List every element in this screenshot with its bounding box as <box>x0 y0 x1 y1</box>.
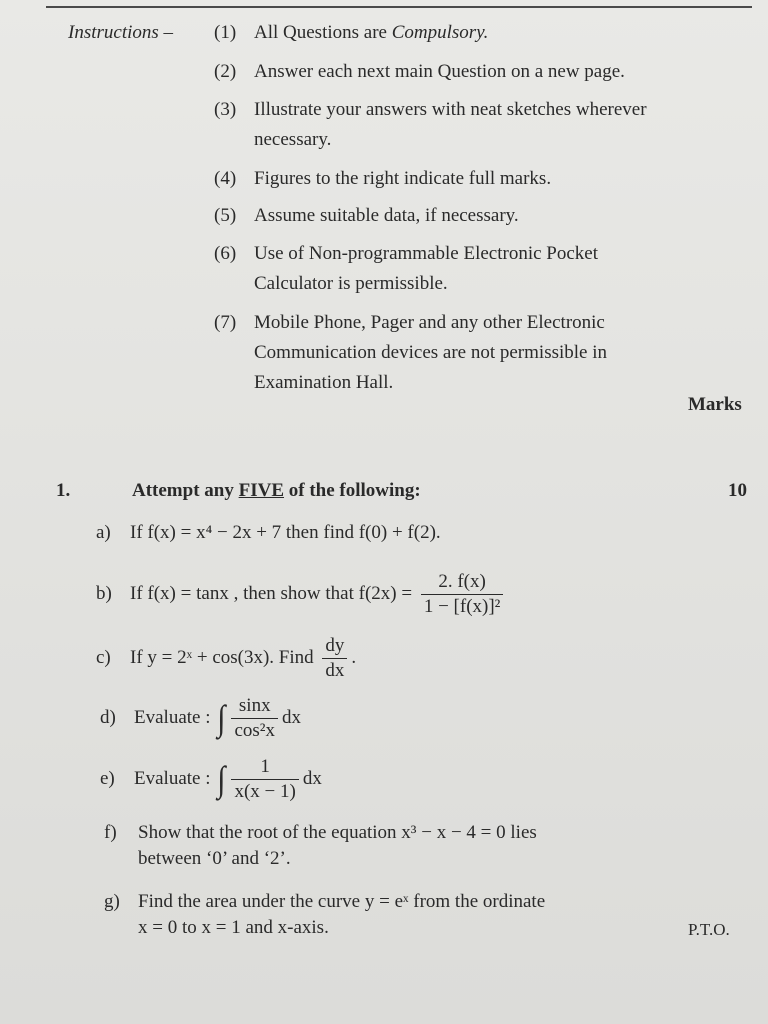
fraction-denominator: dx <box>325 660 345 681</box>
subquestion-text: Find the area under the curve y = eˣ from the ordinate <box>138 891 546 912</box>
subquestion-text: If f(x) = tanx , then show that f(2x) = <box>130 582 413 604</box>
integral-sign: ∫ <box>217 698 226 738</box>
instruction-item-6 <box>214 239 674 299</box>
question-title: Attempt any FIVE of the following: <box>132 480 421 501</box>
instruction-item-5 <box>214 201 714 231</box>
fraction-denominator: x(x − 1) <box>234 781 296 802</box>
instruction-item-3 <box>214 95 714 155</box>
subquestion-label: b) <box>96 582 112 604</box>
fraction-numerator: 2. f(x) <box>421 570 504 595</box>
subquestion-label: d) <box>100 706 116 728</box>
fraction <box>421 570 504 619</box>
instruction-text: Use of Non-programmable Electronic Pocket Calculator is permissible. <box>254 243 598 294</box>
marks-heading: Marks <box>688 394 742 415</box>
fraction-numerator: dy <box>322 634 347 659</box>
subquestion-label: a) <box>96 522 111 543</box>
instruction-text: Answer each next main Question on a new page. <box>254 61 625 82</box>
subquestion-text: Evaluate : <box>134 706 211 728</box>
instruction-number: (2) <box>214 61 237 82</box>
question-title-emphasis: FIVE <box>238 480 285 501</box>
subquestion-text: between ‘0’ and ‘2’. <box>138 848 291 869</box>
fraction <box>231 755 298 804</box>
question-marks: 10 <box>728 480 747 501</box>
instruction-item-7 <box>214 308 679 398</box>
integral-sign: ∫ <box>217 759 226 799</box>
instruction-text: Mobile Phone, Pager and any other Electronic Communication devices are not permissible in Examination Hall. <box>254 312 608 393</box>
instruction-italic: Compulsory. <box>391 22 489 43</box>
subquestion-e: e) Evaluate : ∫ $\frac{1}{x(x - 1)}$ dx <box>100 756 322 802</box>
subquestion-c: c) If y = 2ˣ + cos(3x). Find $\frac{dy}{dx}$ . <box>96 635 357 681</box>
instruction-number: (3) <box>214 99 237 120</box>
subquestion-label: e) <box>100 767 115 789</box>
instruction-text: All Questions are <box>254 22 392 43</box>
subquestion-f <box>104 820 537 872</box>
fraction-denominator: 1 − [f(x)]² <box>423 596 501 617</box>
subquestion-text: Show that the root of the equation x³ − x − 4 = 0 lies <box>138 822 537 843</box>
subquestion-text: Evaluate : <box>134 767 211 789</box>
subquestion-text: If y = 2ˣ + cos(3x). Find <box>130 646 314 668</box>
subquestion-b <box>96 570 507 619</box>
subquestion-label: g) <box>104 891 120 912</box>
fraction-numerator: sinx <box>231 694 278 719</box>
instruction-item-4 <box>214 164 714 194</box>
subquestion-g <box>104 889 545 941</box>
subquestion-d: d) Evaluate : ∫ $\frac{\sin x}{\text{cos²x}}$ dx <box>100 695 301 741</box>
instructions-label: Instructions – <box>68 22 174 43</box>
subquestion-label: f) <box>104 822 117 843</box>
instruction-number: (4) <box>214 168 237 189</box>
fraction-denominator: cos²x <box>234 720 275 741</box>
instruction-text: Assume suitable data, if necessary. <box>254 205 519 226</box>
instruction-number: (1) <box>214 22 237 43</box>
pto-label: P.T.O. <box>688 920 730 939</box>
fraction <box>231 694 278 743</box>
subquestion-text: If f(x) = x⁴ − 2x + 7 then find f(0) + f(2). <box>130 522 441 543</box>
subquestion-a <box>96 520 441 546</box>
instruction-number: (6) <box>214 243 237 264</box>
instruction-item-2 <box>214 57 714 87</box>
subquestion-text: x = 0 to x = 1 and x-axis. <box>138 917 329 938</box>
instruction-number: (7) <box>214 312 237 333</box>
instruction-number: (5) <box>214 205 237 226</box>
fraction-numerator: 1 <box>231 755 298 780</box>
question-number: 1. <box>56 480 71 501</box>
instruction-item-1 <box>214 18 714 48</box>
subquestion-label: c) <box>96 646 111 668</box>
instruction-text: Figures to the right indicate full marks. <box>254 168 552 189</box>
fraction <box>322 634 347 683</box>
instruction-text: Illustrate your answers with neat sketches wherever necessary. <box>254 99 647 150</box>
top-rule <box>46 6 752 8</box>
